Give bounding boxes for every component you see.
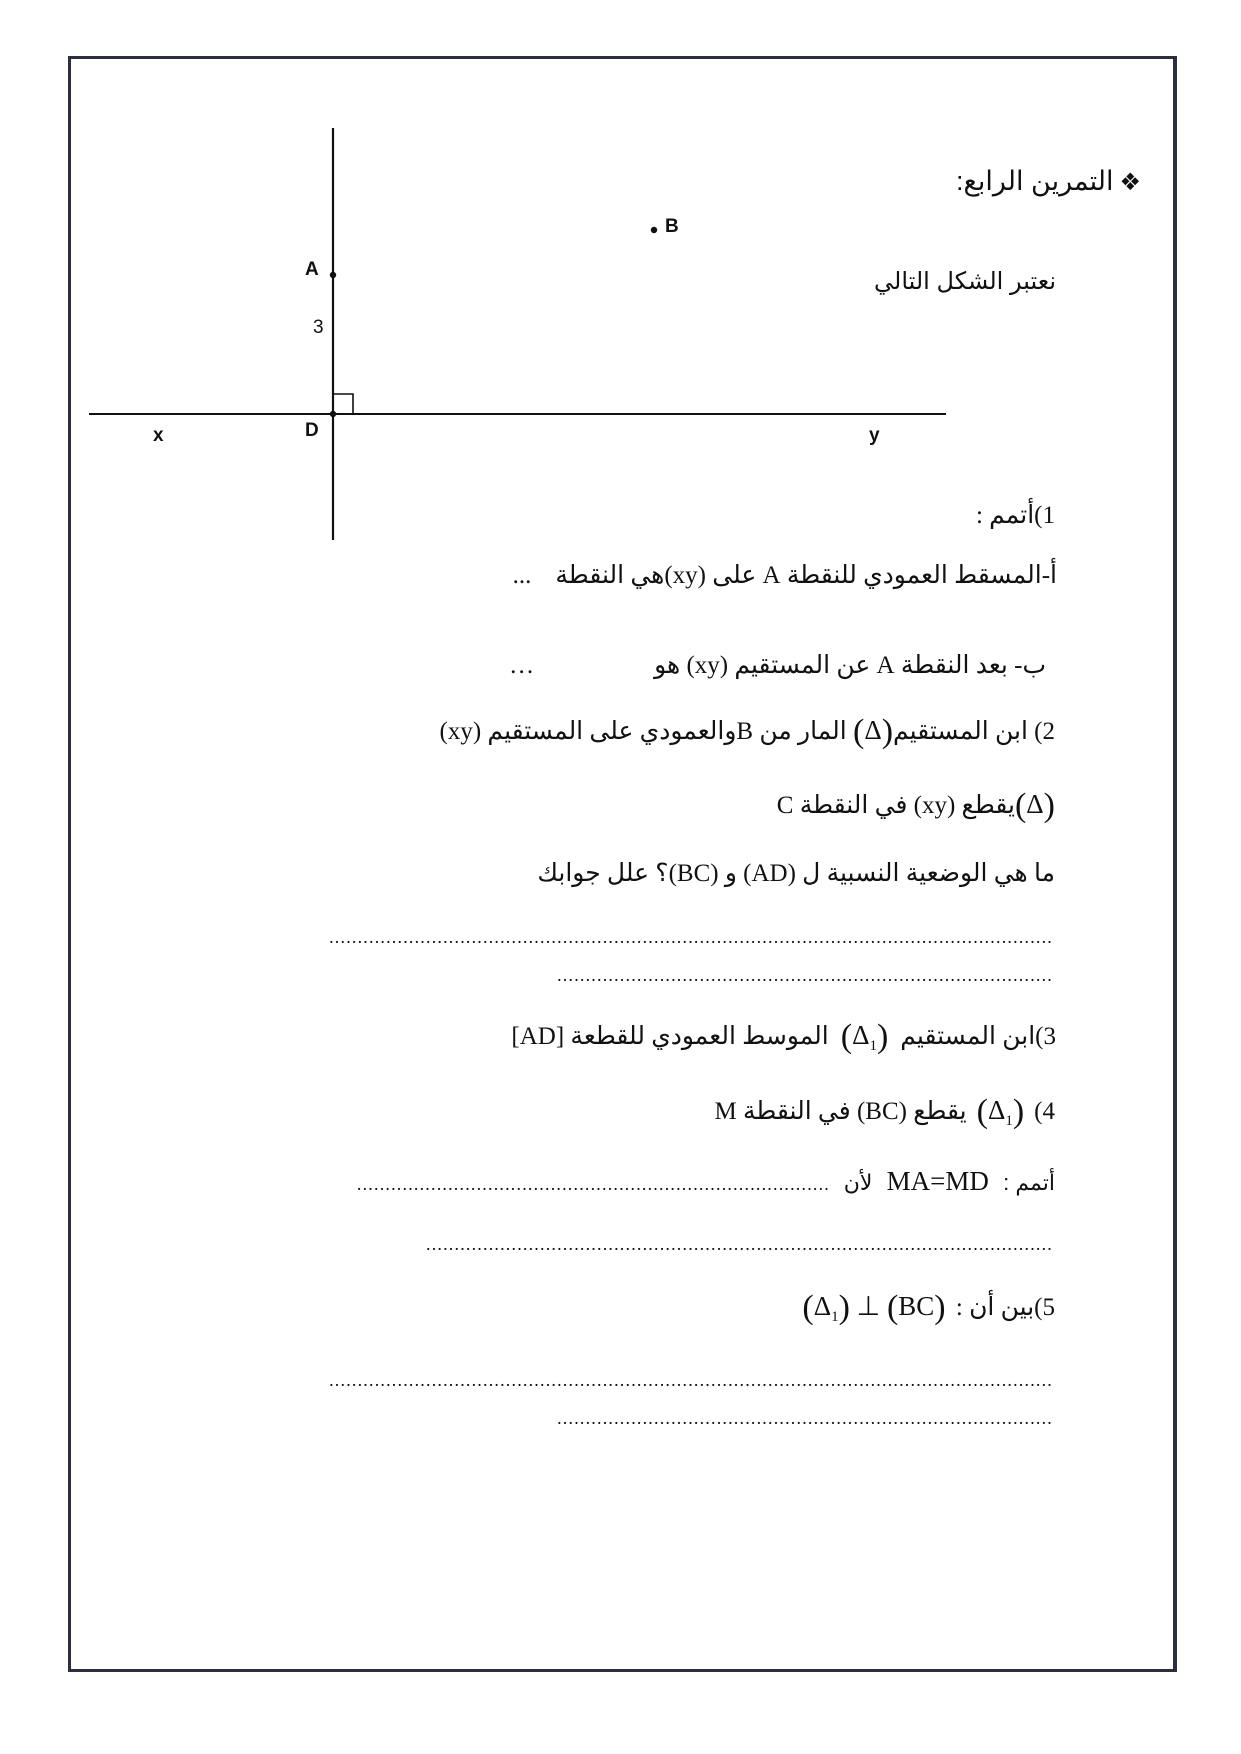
q3-line: 3)ابن $المستقيم(\Delta_1)الموسط$ العمودي للقطعة [AD] <box>511 1018 1056 1055</box>
label-d: D <box>305 420 319 441</box>
answer-dots-line: ............................................................................................................................... <box>329 927 1053 947</box>
label-x: x <box>153 425 164 446</box>
q1-a: أ-المسقط العمودي للنقطة A على (xy)هي النقطة... <box>512 562 1057 589</box>
answer-dots-line: ................................................................................... <box>356 1174 830 1194</box>
label-y: y <box>869 425 880 446</box>
q2-question: ما هي الوضعية النسبية ل (AD) و (BC)؟ علل جوابك <box>537 860 1055 887</box>
answer-dots-line: ............................................................................................................................... <box>329 1370 1053 1390</box>
label-a: A <box>305 259 319 280</box>
right-angle-mark <box>333 394 353 414</box>
exercise-title: ❖التمرين الرابع: <box>956 166 1141 196</box>
label-b: B <box>665 216 679 237</box>
answer-dots-line: ....................................................................................... <box>557 965 1053 985</box>
point-b-dot <box>651 227 657 233</box>
q4-line: $4)(\Delta_1)يقطع$ (BC) في النقطة M <box>714 1093 1055 1130</box>
q1-b: ب- بعد النقطة A عن المستقيم (xy) هو… <box>509 652 1046 679</box>
q1-prompt: 1)أتمم : <box>975 502 1055 529</box>
q5-line: 5)بين أن : $(\Delta_1)$ ⊥ (BC) <box>802 1289 1055 1326</box>
answer-dots-line: ....................................................................................... <box>557 1408 1053 1428</box>
q4-complete: أتمم : MA=MD لأن <box>843 1166 1055 1196</box>
point-d-dot <box>330 411 336 417</box>
point-a-dot <box>330 272 336 278</box>
answer-dots-line: .............................................................................................................. <box>426 1234 1053 1254</box>
q2-line2: (Δ)يقطع (xy) في النقطة C <box>776 787 1055 824</box>
four-diamond-bullet-icon: ❖ <box>1119 169 1141 196</box>
intro-text: نعتبر الشكل التالي <box>874 268 1056 295</box>
q2-line1: 2) ابن المستقيم(Δ) المار من Bوالعمودي على المستقيم (xy) <box>439 713 1055 750</box>
label-distance: 3 <box>313 317 324 338</box>
